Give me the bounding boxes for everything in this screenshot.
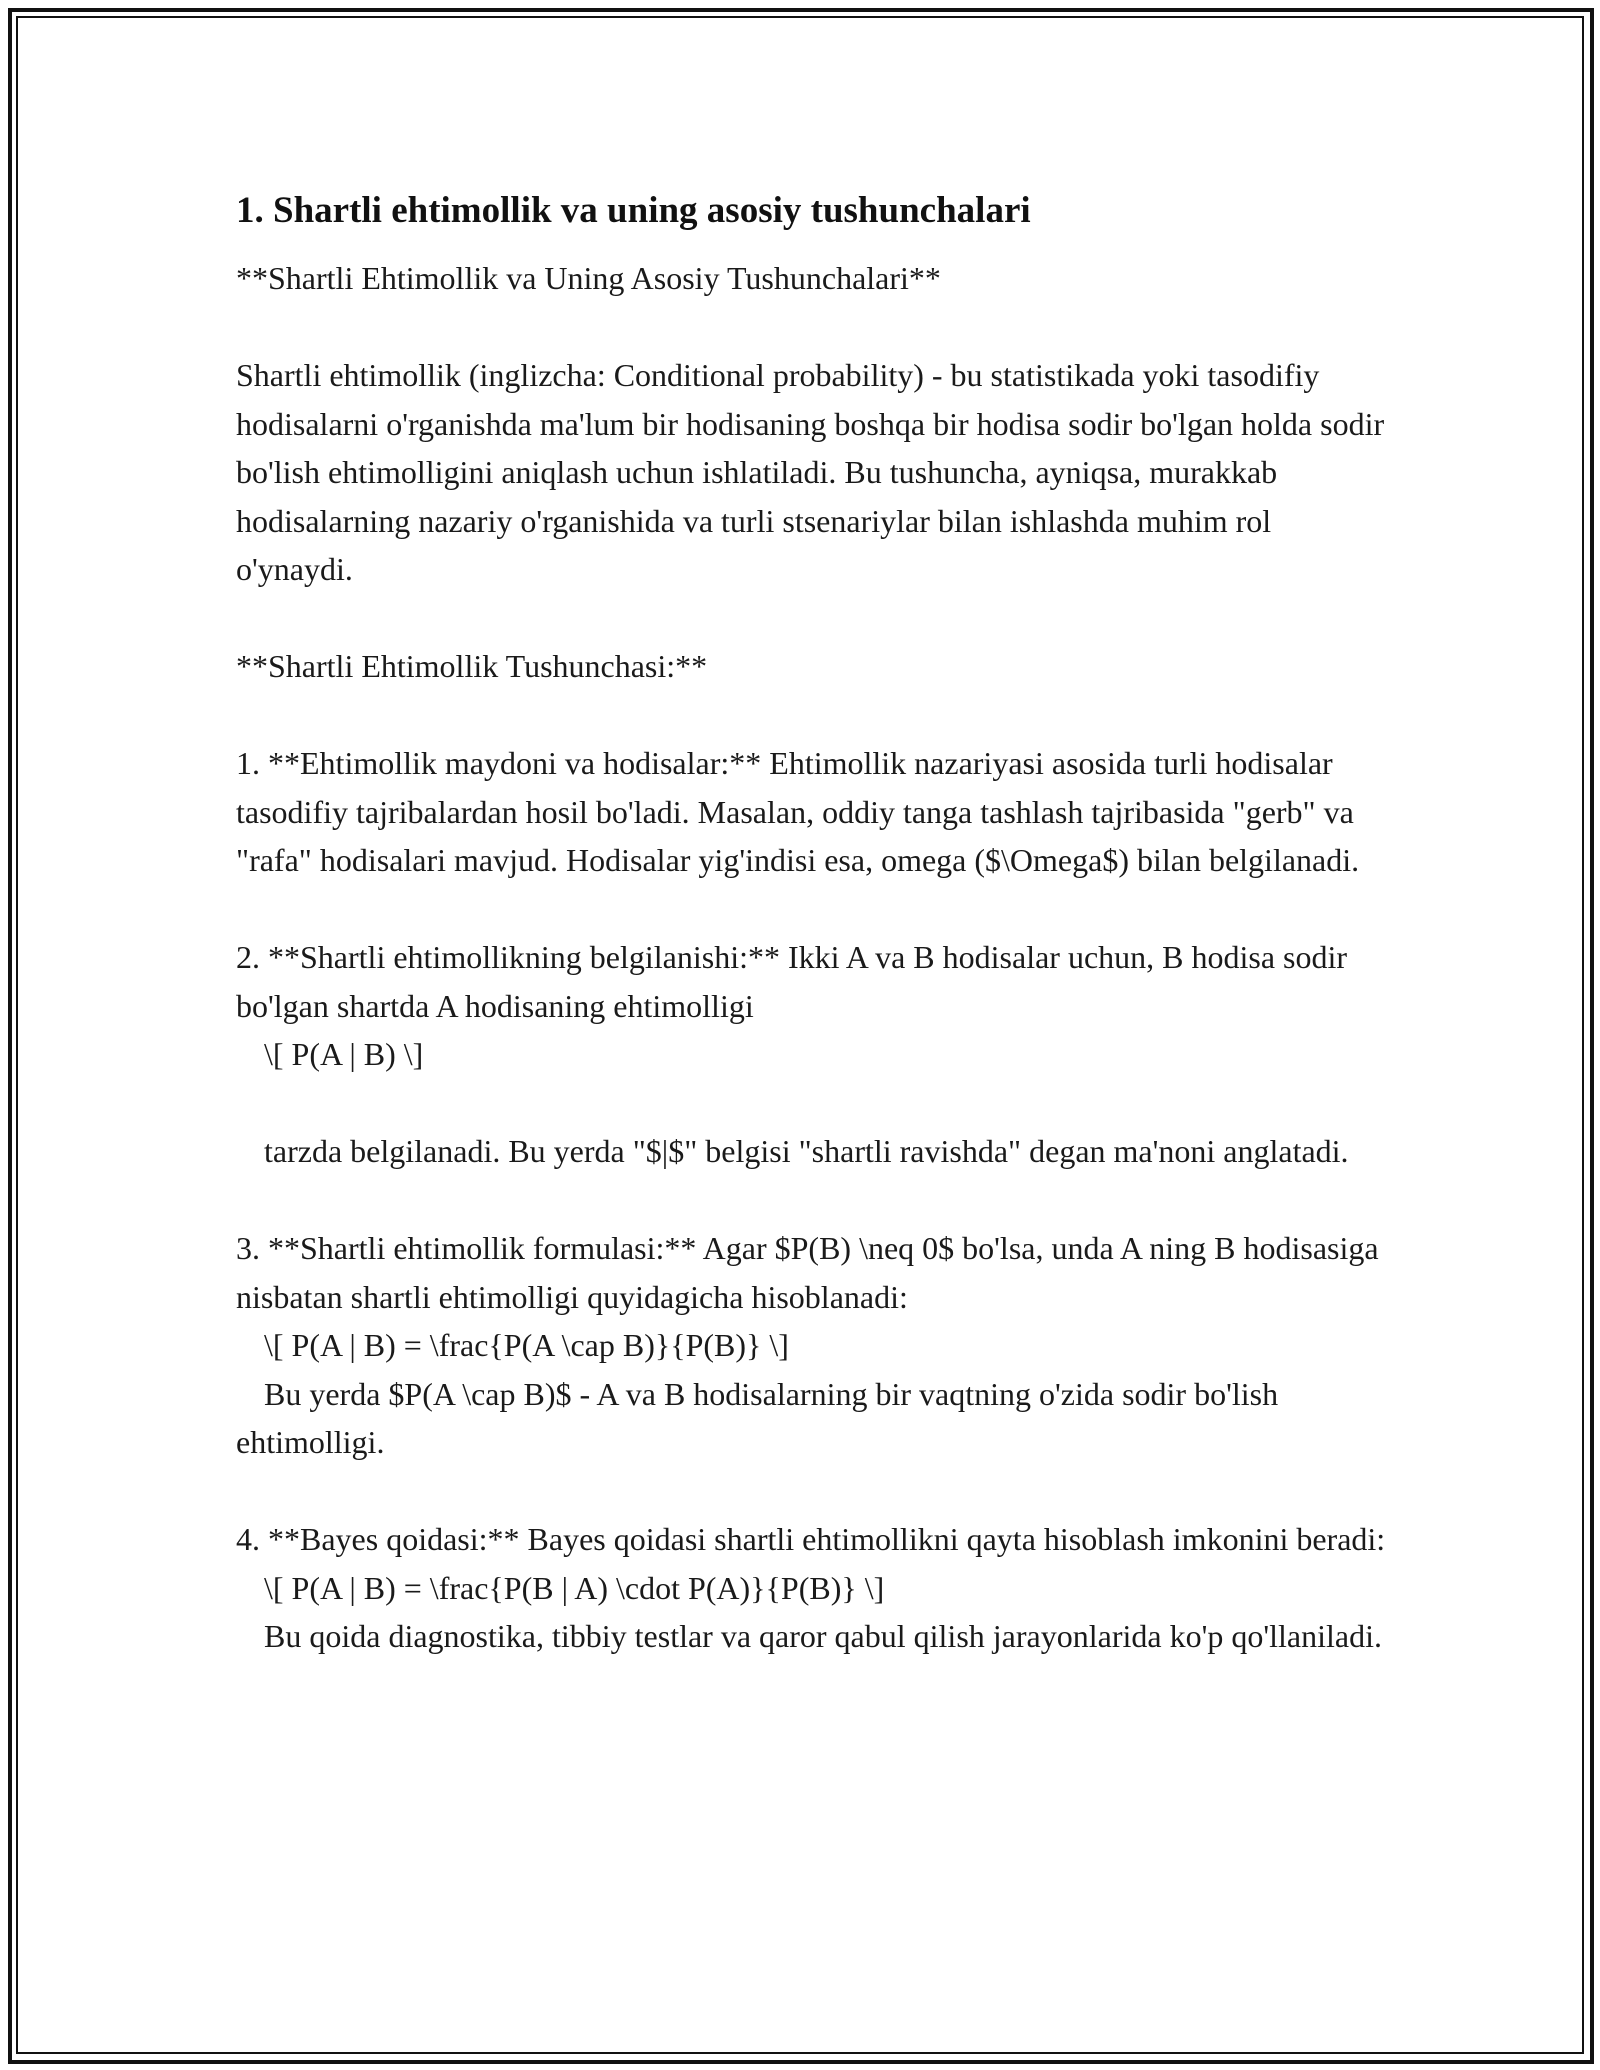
document-body — [236, 186, 1393, 1661]
spacer — [236, 1176, 1386, 1225]
spacer — [236, 1467, 1386, 1516]
list-item-2 — [236, 933, 1386, 1176]
subtitle: **Shartli Ehtimollik va Uning Asosiy Tushunchalari** — [236, 260, 941, 296]
spacer — [236, 594, 1386, 643]
formula: \[ P(A | B) = \frac{P(B | A) \cdot P(A)}{P(B)} \] — [264, 1569, 885, 1606]
list-item-note: Bu yerda $P(A \cap B)$ - A va B hodisalarning bir vaqtning o'zida sodir bo'lish ehtimolligi. — [236, 1375, 1287, 1460]
spacer — [236, 1079, 1386, 1128]
list-item-note: Bu qoida diagnostika, tibbiy testlar va qaror qabul qilish jarayonlarida ko'p qo'llaniladi. — [264, 1618, 1382, 1654]
formula: \[ P(A | B) = \frac{P(A \cap B)}{P(B)} \] — [264, 1327, 789, 1363]
list-item-text: 3. **Shartli ehtimollik formulasi:** Agar $P(B) \neq 0$ bo'lsa, unda A ning B hodisasiga nisbatan shartli ehtimolligi quyidagicha hisoblanadi: — [236, 1230, 1387, 1315]
list-item-4 — [236, 1515, 1386, 1661]
list-item-text: 2. **Shartli ehtimollikning belgilanishi:** Ikki A va B hodisalar uchun, B hodisa sodir bo'lgan shartda A hodisaning ehtimolligi — [236, 939, 1356, 1024]
list-item-3 — [236, 1224, 1386, 1467]
section-title: **Shartli Ehtimollik Tushunchasi:** — [236, 648, 708, 684]
list-item-1 — [236, 739, 1386, 885]
spacer — [236, 691, 1386, 740]
spacer — [236, 303, 1386, 352]
intro-paragraph: Shartli ehtimollik (inglizcha: Conditional probability) - bu statistikada yoki tasodifiy hodisalarni o'rganishda ma'lum bir hodisaning boshqa bir hodisa sodir bo'lgan holda sodir bo'lish ehtimolligini aniqlash uchun ishlatiladi. Bu tushuncha, ayniqsa, murakkab hodisalarning nazariy o'rganishida va turli stsenariylar bilan ishlashda muhim rol o'ynaydi. — [236, 357, 1393, 587]
spacer — [236, 885, 1386, 934]
list-item-text: 4. **Bayes qoidasi:** Bayes qoidasi shartli ehtimollikni qayta hisoblash imkonini beradi: — [236, 1521, 1386, 1557]
list-item-note: tarzda belgilanadi. Bu yerda "$|$" belgisi "shartli ravishda" degan ma'noni anglatadi. — [264, 1133, 1349, 1169]
list-item-text: 1. **Ehtimollik maydoni va hodisalar:** Ehtimollik nazariyasi asosida turli hodisalar tasodifiy tajribalardan hosil bo'ladi. Masalan, oddiy tanga tashlash tajribasida "gerb" va "rafa" hodisalari mavjud. Hodisalar yig'indisi esa, omega ($\Omega$) bilan belgilanadi. — [236, 745, 1362, 878]
formula: \[ P(A | B) \] — [264, 1036, 424, 1072]
section-heading: 1. Shartli ehtimollik va uning asosiy tushunchalari — [236, 190, 1031, 231]
